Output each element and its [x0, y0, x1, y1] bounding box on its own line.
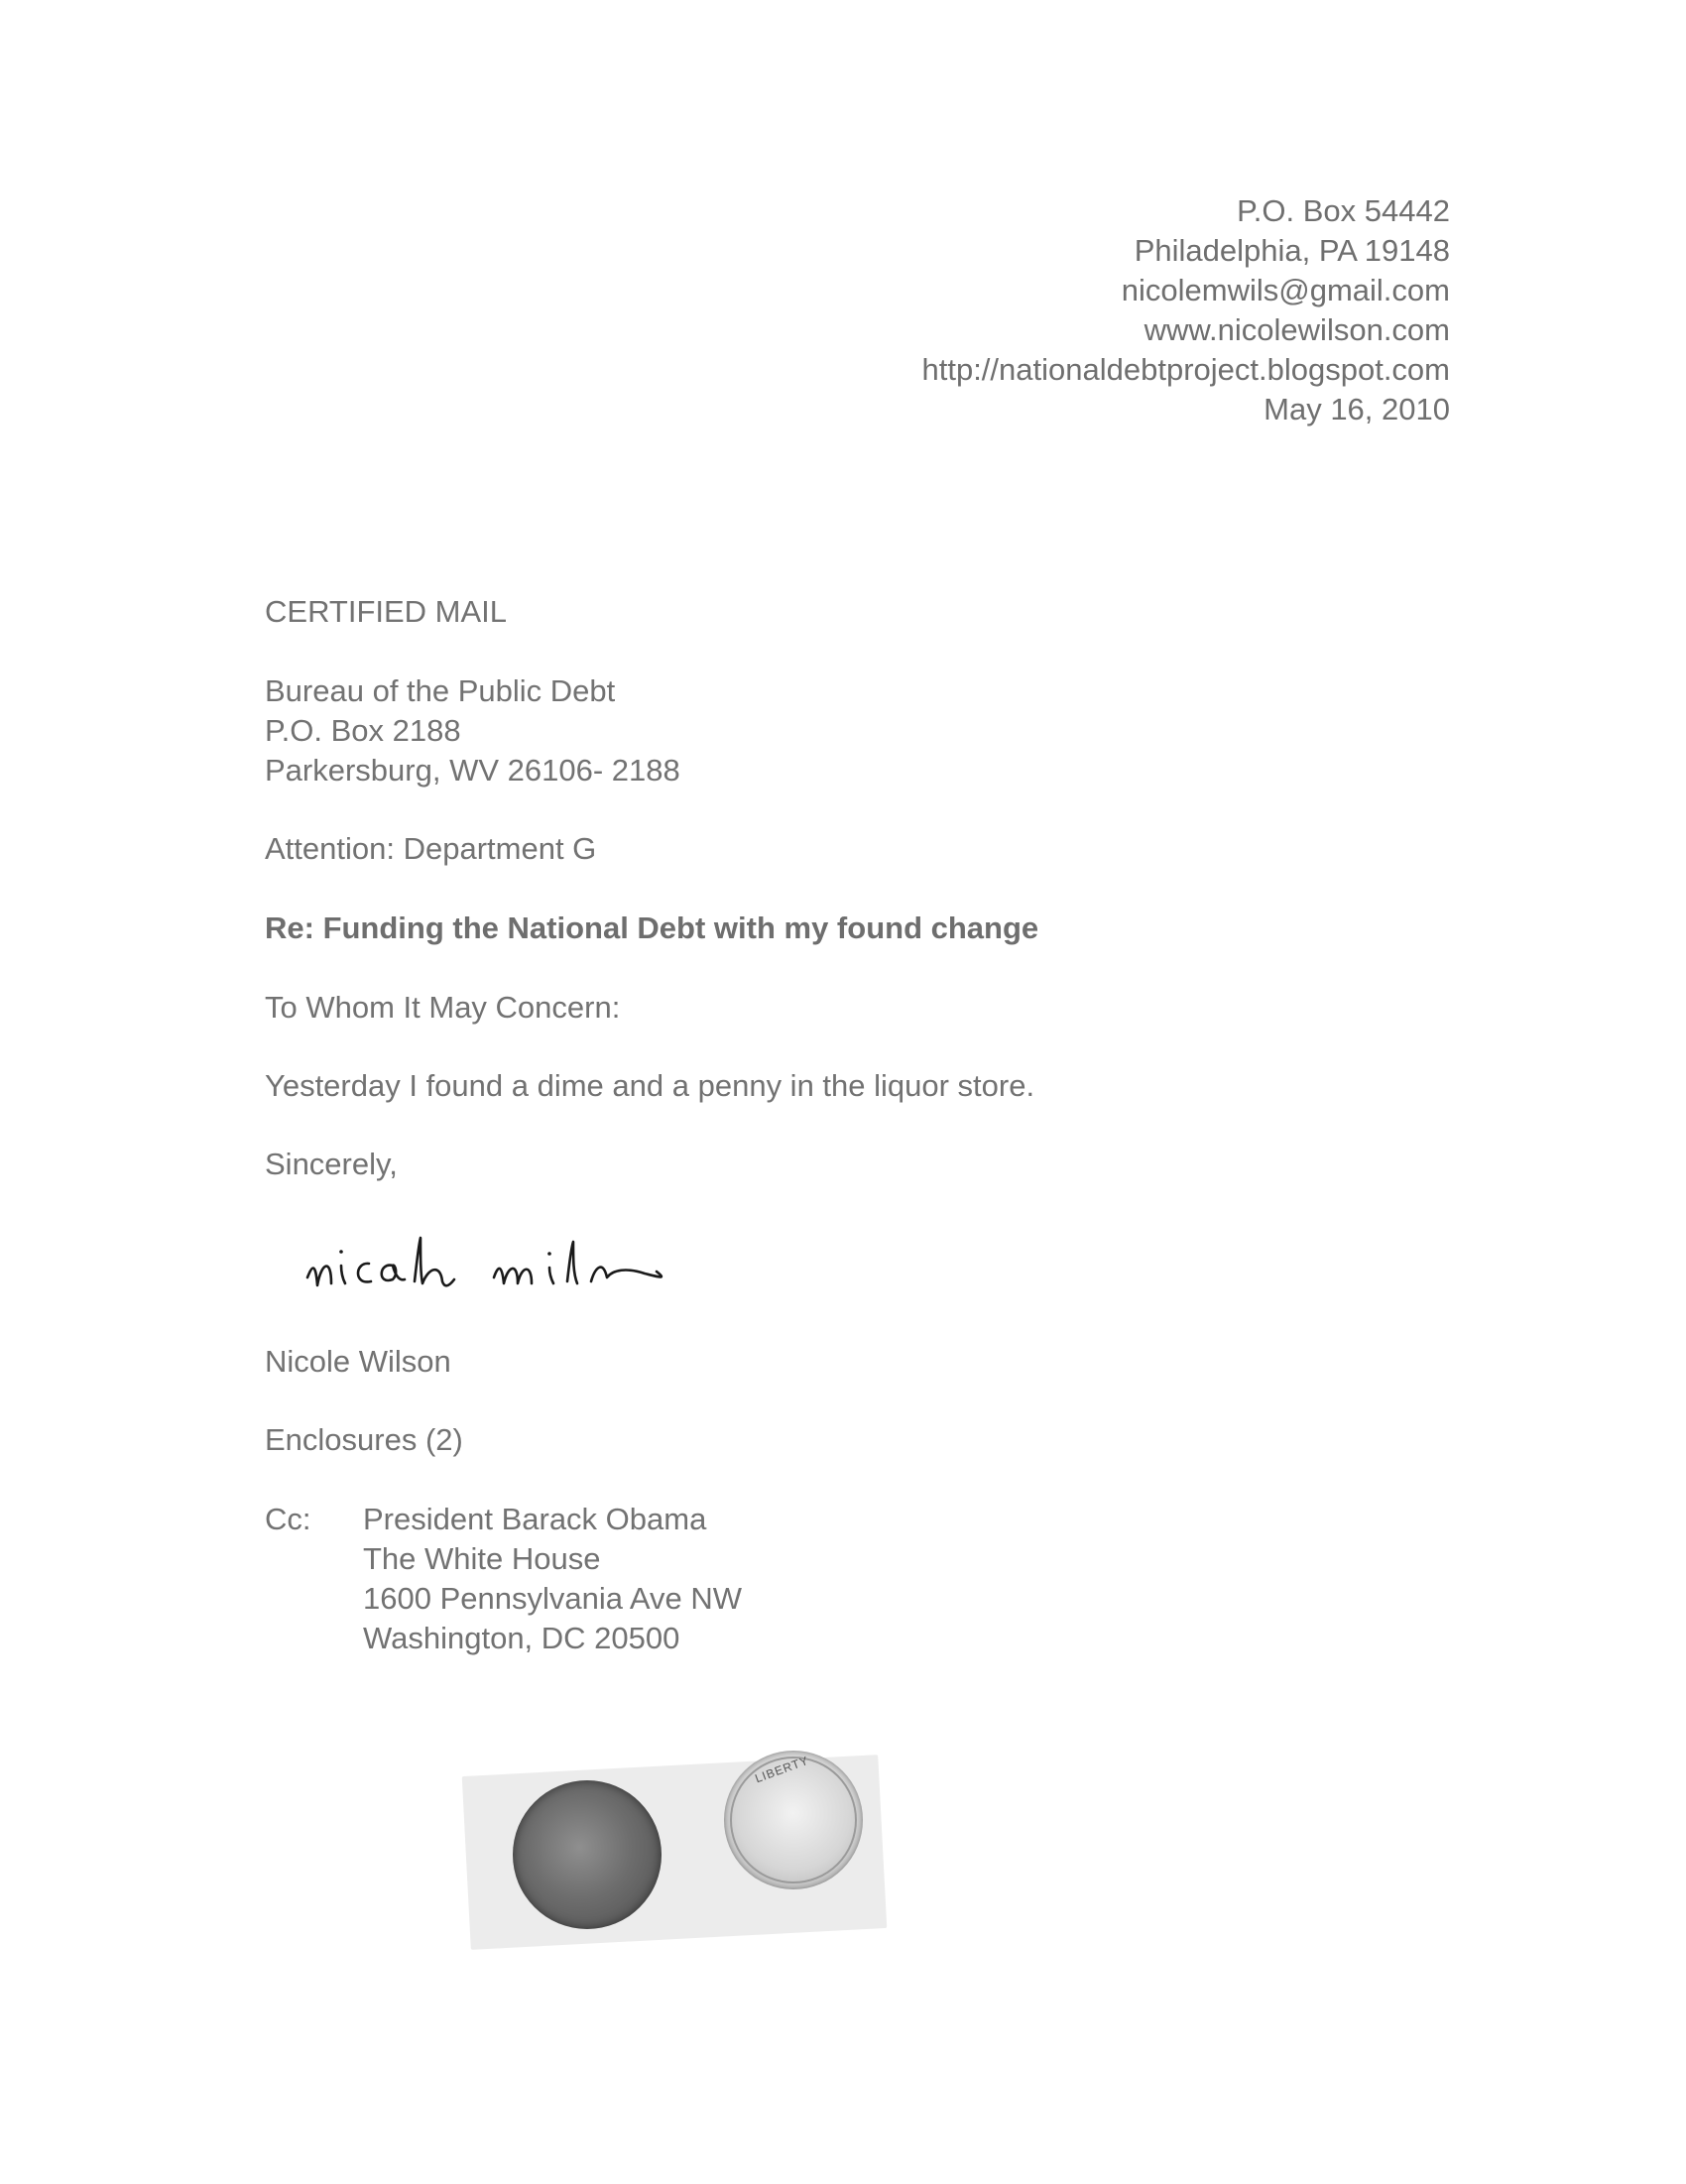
return-address: [921, 191, 1450, 429]
recipient-address: [265, 671, 680, 790]
cc-line: 1600 Pennsylvania Ave NW: [363, 1581, 742, 1616]
recipient-line: P.O. Box 2188: [265, 713, 461, 748]
subject-line: Re: Funding the National Debt with my found change: [265, 910, 1039, 945]
cc-address: [363, 1500, 742, 1658]
mail-type: CERTIFIED MAIL: [265, 594, 508, 629]
dime-rim: [730, 1757, 857, 1883]
address-website: www.nicolewilson.com: [1144, 312, 1450, 347]
dime-coin: [724, 1751, 863, 1889]
recipient-line: Parkersburg, WV 26106- 2188: [265, 753, 680, 788]
closing: Sincerely,: [265, 1147, 398, 1181]
handwritten-signature: [298, 1208, 813, 1317]
letter-body: Yesterday I found a dime and a penny in the liquor store.: [265, 1068, 1035, 1103]
dime-inscription: LIBERTY: [753, 1753, 811, 1786]
penny-coin: [513, 1780, 662, 1929]
cc-line: The White House: [363, 1541, 601, 1576]
recipient-line: Bureau of the Public Debt: [265, 673, 616, 708]
letter-date: May 16, 2010: [1264, 392, 1450, 426]
attention-line: Attention: Department G: [265, 831, 597, 866]
address-city: Philadelphia, PA 19148: [1134, 233, 1450, 268]
cc-line: Washington, DC 20500: [363, 1621, 680, 1655]
address-blog: http://nationaldebtproject.blogspot.com: [921, 352, 1450, 387]
address-email: nicolemwils@gmail.com: [1121, 273, 1450, 307]
cc-label: Cc:: [265, 1502, 311, 1536]
salutation: To Whom It May Concern:: [265, 990, 621, 1025]
enclosures-note: Enclosures (2): [265, 1422, 463, 1457]
address-po-box: P.O. Box 54442: [1237, 193, 1450, 228]
cc-line: President Barack Obama: [363, 1502, 707, 1536]
sender-name: Nicole Wilson: [265, 1344, 451, 1379]
